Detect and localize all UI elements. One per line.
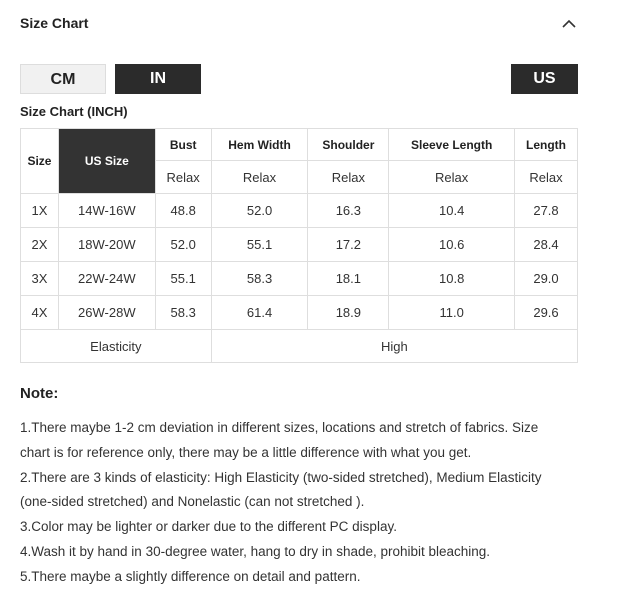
elasticity-label: Elasticity <box>21 330 212 363</box>
value-cell: 16.3 <box>308 194 389 228</box>
fit-cell: Relax <box>389 161 515 194</box>
size-cell: 3X <box>21 262 59 296</box>
chevron-up-icon[interactable] <box>560 15 578 33</box>
table-subtitle: Size Chart (INCH) <box>20 104 128 119</box>
note-title: Note: <box>20 385 59 402</box>
bust-column-header: Bust <box>155 129 211 161</box>
elasticity-value: High <box>211 330 577 363</box>
fit-cell: Relax <box>211 161 308 194</box>
sleeve-length-column-header: Sleeve Length <box>389 129 515 161</box>
value-cell: 52.0 <box>155 228 211 262</box>
note-list <box>20 416 580 590</box>
value-cell: 10.6 <box>389 228 515 262</box>
value-cell: 27.8 <box>515 194 578 228</box>
size-chart-title: Size Chart <box>20 15 89 31</box>
size-table <box>20 128 578 363</box>
value-cell: 10.4 <box>389 194 515 228</box>
unit-us-button[interactable]: US <box>511 64 578 94</box>
note-line: (one-sided stretched) and Nonelastic (can not stretched ). <box>20 494 365 510</box>
unit-in-button[interactable]: IN <box>115 64 201 94</box>
value-cell: 17.2 <box>308 228 389 262</box>
value-cell: 48.8 <box>155 194 211 228</box>
note-line: 2.There are 3 kinds of elasticity: High Elasticity (two-sided stretched), Medium Elasticity <box>20 469 542 485</box>
table-row <box>21 228 578 262</box>
value-cell: 28.4 <box>515 228 578 262</box>
value-cell: 55.1 <box>211 228 308 262</box>
unit-cm-button[interactable]: CM <box>20 64 106 94</box>
value-cell: 10.8 <box>389 262 515 296</box>
note-line: 1.There maybe 1-2 cm deviation in different sizes, locations and stretch of fabrics. Size <box>20 420 539 435</box>
value-cell: 18.1 <box>308 262 389 296</box>
us-size-cell: 18W-20W <box>58 228 155 262</box>
fit-cell: Relax <box>155 161 211 194</box>
value-cell: 29.0 <box>515 262 578 296</box>
table-header-row <box>21 129 578 161</box>
value-cell: 29.6 <box>515 296 578 330</box>
note-line: chart is for reference only, there may be a little difference with what you get. <box>20 444 472 460</box>
fit-cell: Relax <box>308 161 389 194</box>
table-row <box>21 262 578 296</box>
note-line: 4.Wash it by hand in 30-degree water, hang to dry in shade, prohibit bleaching. <box>20 543 491 559</box>
note-line: 5.There maybe a slightly difference on detail and pattern. <box>20 568 361 584</box>
value-cell: 61.4 <box>211 296 308 330</box>
table-row <box>21 296 578 330</box>
hem-width-column-header: Hem Width <box>211 129 308 161</box>
size-cell: 1X <box>21 194 59 228</box>
note-line: 3.Color may be lighter or darker due to the different PC display. <box>20 519 397 535</box>
size-chart-header[interactable] <box>20 14 580 36</box>
value-cell: 55.1 <box>155 262 211 296</box>
value-cell: 58.3 <box>155 296 211 330</box>
size-cell: 2X <box>21 228 59 262</box>
value-cell: 18.9 <box>308 296 389 330</box>
unit-switcher <box>20 64 578 94</box>
table-row <box>21 194 578 228</box>
size-column-header: Size <box>21 129 59 194</box>
value-cell: 11.0 <box>389 296 515 330</box>
us-size-column-header: US Size <box>58 129 155 194</box>
value-cell: 52.0 <box>211 194 308 228</box>
us-size-cell: 26W-28W <box>58 296 155 330</box>
elasticity-row <box>21 330 578 363</box>
length-column-header: Length <box>515 129 578 161</box>
us-size-cell: 22W-24W <box>58 262 155 296</box>
value-cell: 58.3 <box>211 262 308 296</box>
shoulder-column-header: Shoulder <box>308 129 389 161</box>
size-cell: 4X <box>21 296 59 330</box>
fit-cell: Relax <box>515 161 578 194</box>
us-size-cell: 14W-16W <box>58 194 155 228</box>
